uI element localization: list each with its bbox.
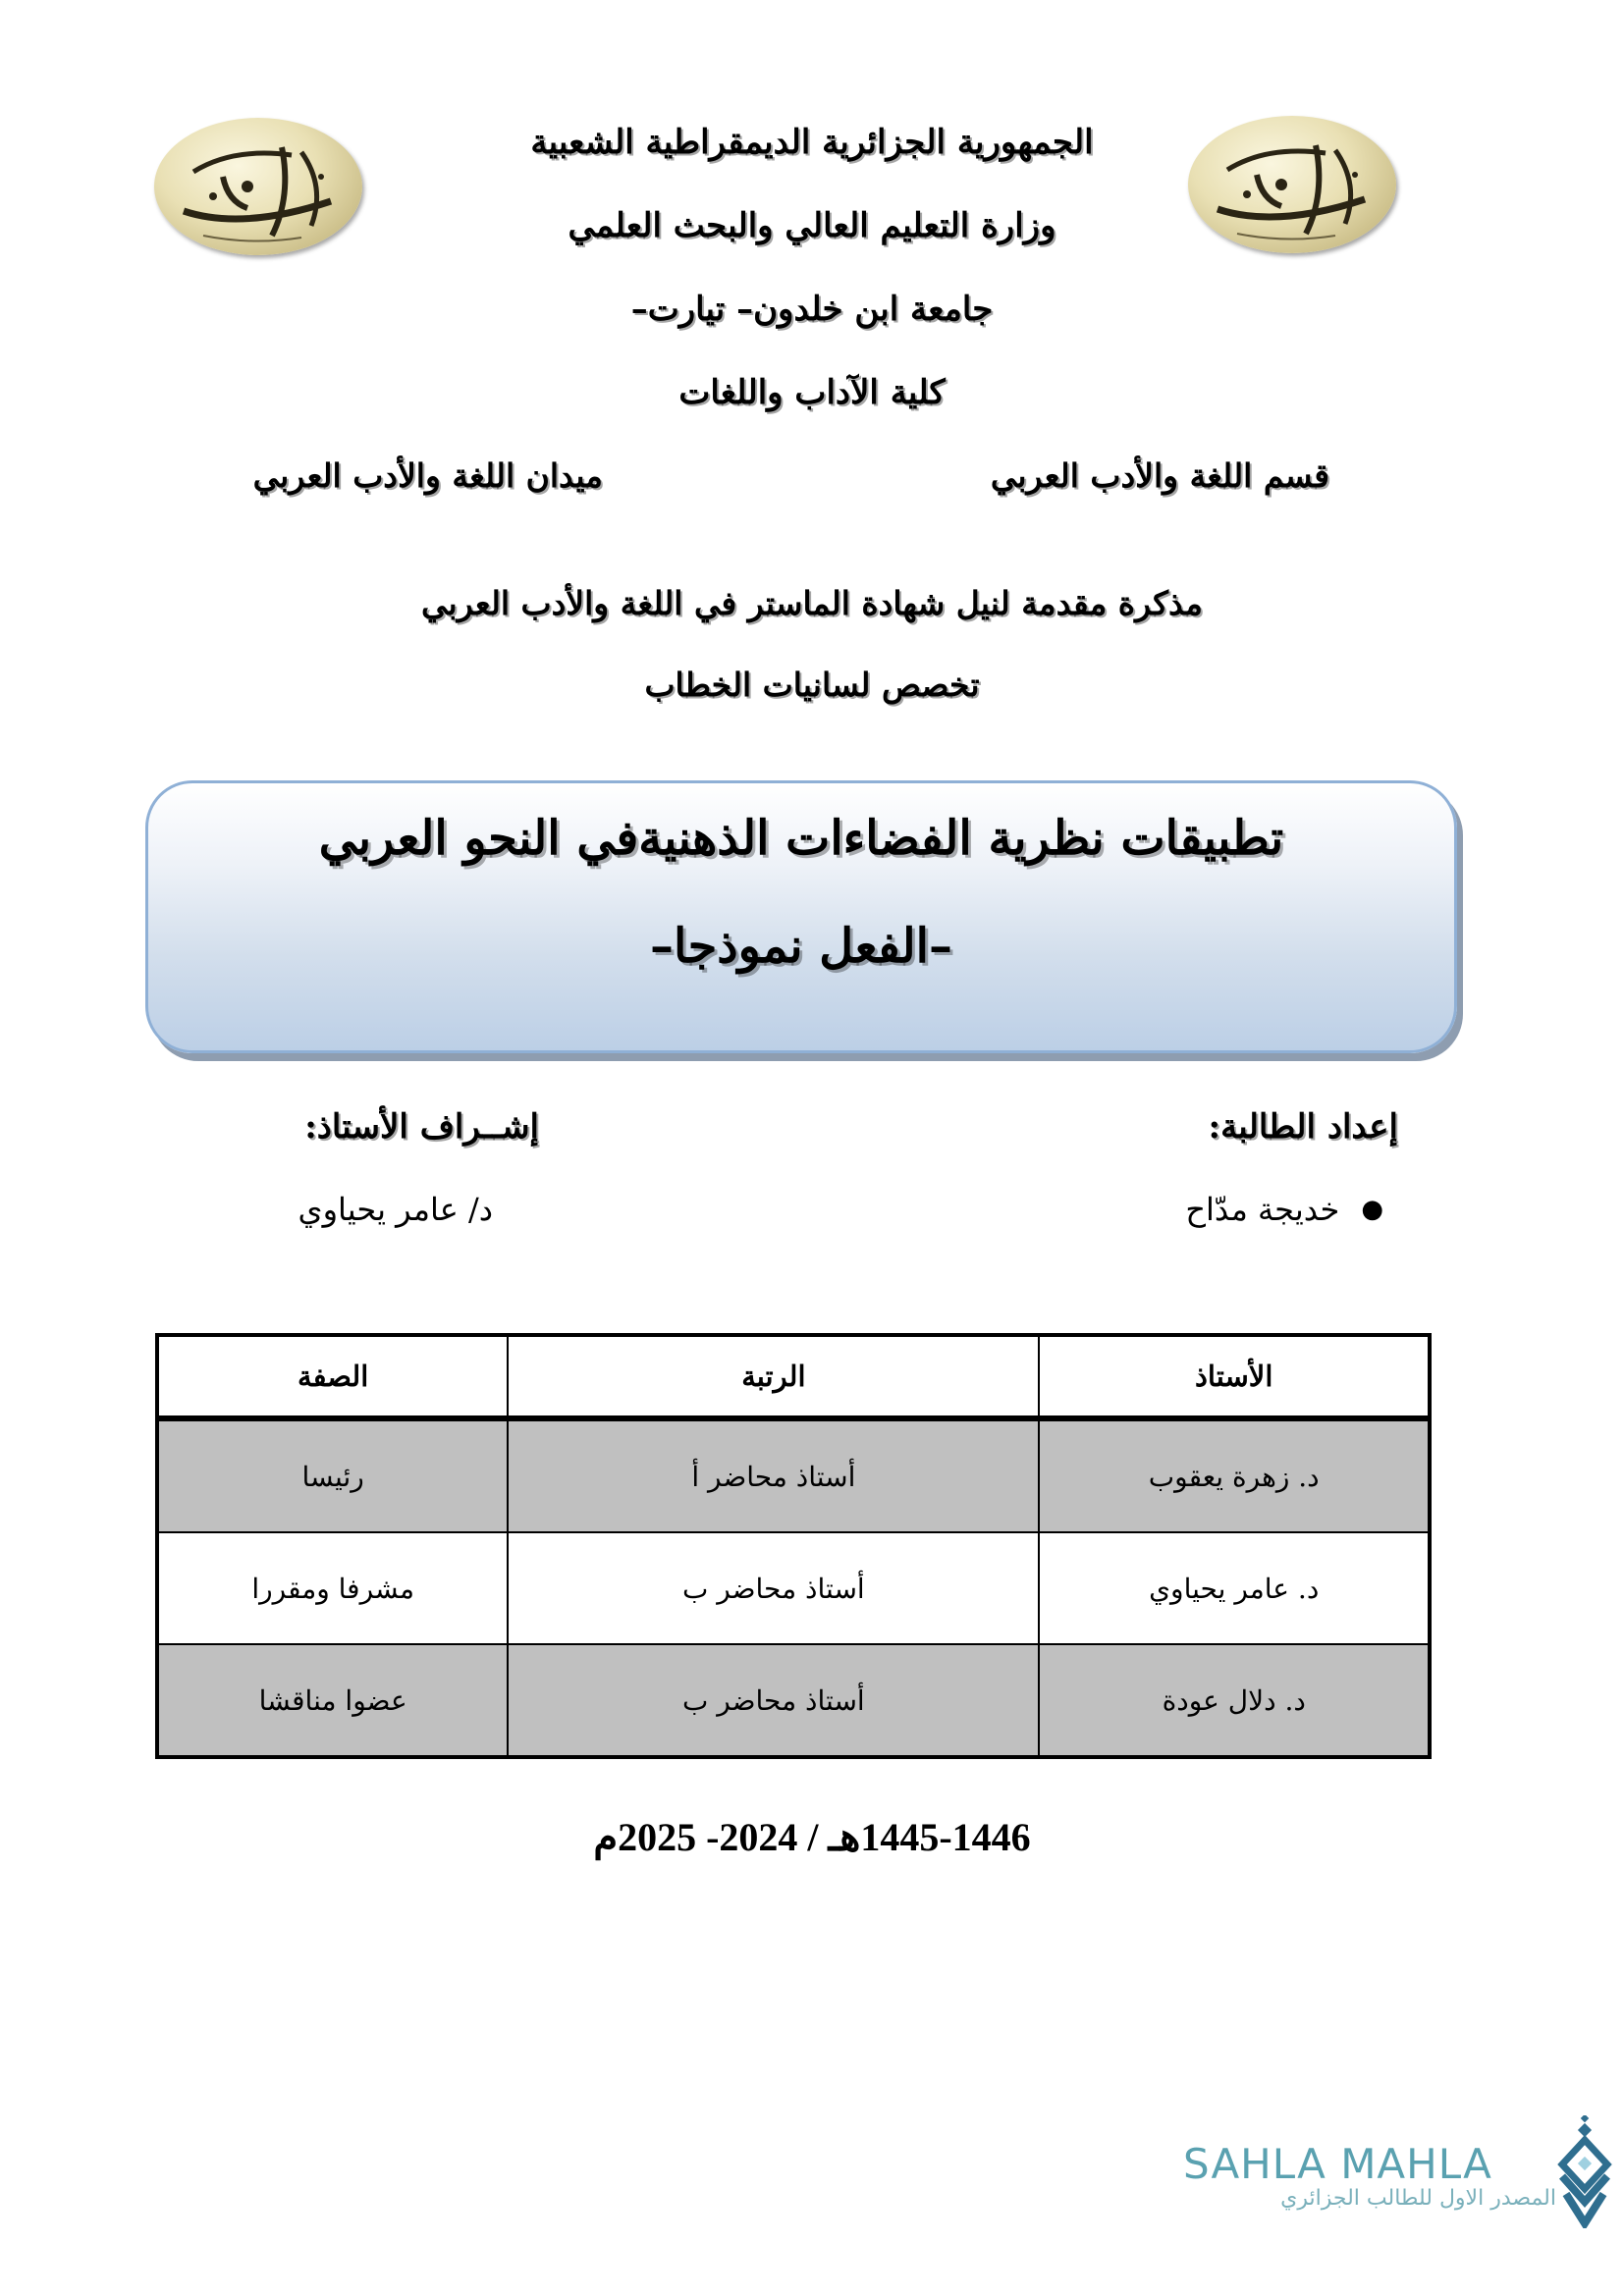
jury-rank: أستاذ محاضر ب (508, 1532, 1039, 1644)
student-label: إعداد الطالبة: (1208, 1107, 1398, 1147)
header-professor: الأستاذ (1039, 1335, 1430, 1418)
republic-heading: الجمهورية الجزائرية الديمقراطية الشعبية (530, 123, 1094, 162)
department-label: قسم اللغة والأدب العربي (990, 456, 1329, 495)
jury-rank: أستاذ محاضر ب (508, 1644, 1039, 1757)
memo-line-1: مذكرة مقدمة لنيل شهادة الماستر في اللغة والأدب العربي (421, 584, 1203, 622)
calligraphic-emblem-icon (1556, 2115, 1613, 2228)
header-rank: الرتبة (508, 1335, 1039, 1418)
table-header-row (157, 1335, 1430, 1418)
bullet-icon: ● (1361, 1195, 1383, 1224)
academic-year: 1445-1446هـ / 2024- 2025م (593, 1815, 1031, 1859)
table-row (157, 1418, 1430, 1532)
field-label: ميدان اللغة والأدب العربي (252, 456, 603, 495)
jury-name: د. دلال عودة (1039, 1644, 1430, 1757)
jury-role: عضوا مناقشا (157, 1644, 508, 1757)
jury-name: د. زهرة يعقوب (1039, 1418, 1430, 1532)
university-heading: جامعة ابن خلدون– تيارت– (630, 290, 994, 329)
student-entry (1185, 1191, 1383, 1228)
ministry-heading: وزارة التعليم العالي والبحث العلمي (568, 206, 1056, 245)
header-role: الصفة (157, 1335, 508, 1418)
memo-specialty: تخصص لسانيات الخطاب (644, 666, 980, 704)
thesis-title: تطبيقات نظرية الفضاءات الذهنيةفي النحو العربي (318, 811, 1284, 866)
table-row (157, 1532, 1430, 1644)
watermark-tagline: المصدر الاول للطالب الجزائري (1280, 2186, 1556, 2211)
watermark-brand: SAHLA MAHLA (1183, 2140, 1492, 2188)
sahla-mahla-watermark (1183, 2140, 1556, 2211)
jury-table (155, 1333, 1432, 1759)
jury-role: رئيسا (157, 1418, 508, 1532)
faculty-heading: كلية الآداب واللغات (678, 373, 946, 412)
supervisor-label: إشــراف الأستاذ: (304, 1107, 539, 1147)
thesis-subtitle: –الفعل نموذجا– (649, 919, 953, 974)
jury-rank: أستاذ محاضر أ (508, 1418, 1039, 1532)
student-name: خديجة مدّاح (1185, 1191, 1340, 1228)
jury-name: د. عامر يحياوي (1039, 1532, 1430, 1644)
thesis-title-box (145, 780, 1457, 1053)
table-row (157, 1644, 1430, 1757)
supervisor-name: د/ عامر يحياوي (298, 1191, 493, 1228)
jury-role: مشرفا ومقررا (157, 1532, 508, 1644)
